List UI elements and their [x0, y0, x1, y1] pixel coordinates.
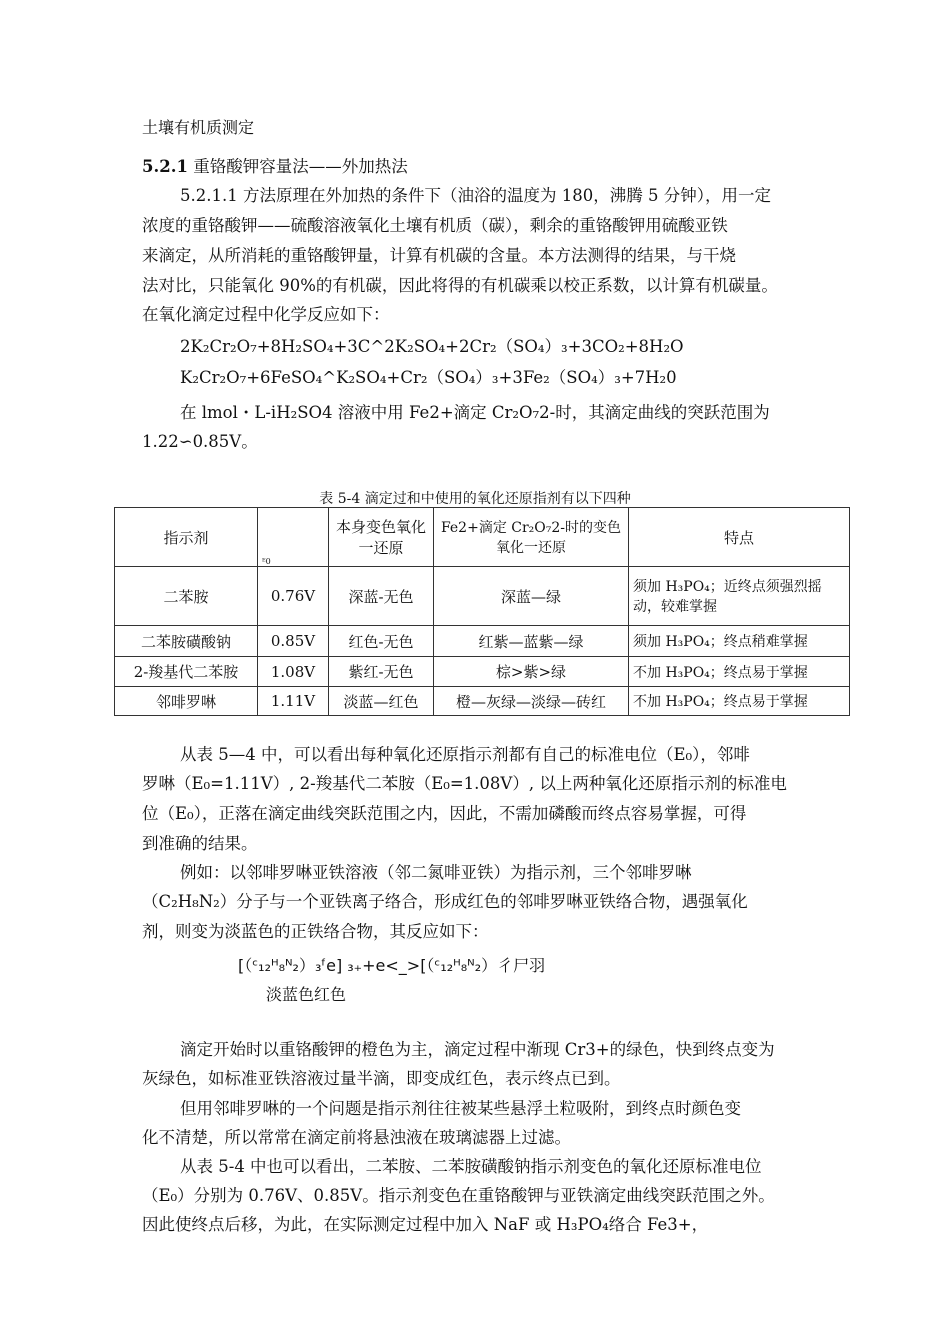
paragraph-line: 法对比，只能氧化 90%的有机碳，因此将得的有机碳乘以校正系数，以计算有机碳量。: [142, 276, 778, 295]
table-cell: 淡蓝—红色: [329, 687, 434, 716]
table-row: [115, 567, 850, 626]
paragraph-line: 浓度的重铬酸钾——硫酸溶液氧化土壤有机质（碳），剩余的重铬酸钾用硫酸亚铁: [142, 216, 728, 235]
equation-color-label: 淡蓝色红色: [266, 985, 347, 1004]
table-cell: 须加 H₃PO₄；近终点须强烈摇动，较难掌握: [629, 567, 850, 626]
paragraph-line: 罗啉（E₀=1.11V）, 2-羧基代二苯胺（E₀=1.08V）, 以上两种氧化还原指示剂的标准电: [142, 774, 787, 793]
table-cell: 红色-无色: [329, 626, 434, 657]
table-cell: 须加 H₃PO₄；终点稍难掌握: [629, 626, 850, 657]
table-row: [115, 687, 850, 716]
complex-equation: [（ᶜ₁₂ᴴ₈ᴺ₂）₃ᶠe] ₃₊+e<_>[（ᶜ₁₂ᴴ₈ᴺ₂）彳尸羽: [238, 956, 546, 975]
paragraph-line: 因此使终点后移，为此，在实际测定过程中加入 NaF 或 H₃PO₄络合 Fe3+，: [142, 1215, 709, 1234]
table-header-cell: 特点: [629, 508, 850, 567]
paragraph-line: （E₀）分别为 0.76V、0.85V。指示剂变色在重铬酸钾与亚铁滴定曲线突跃范围之外。: [142, 1186, 775, 1205]
paragraph-line: 灰绿色，如标准亚铁溶液过量半滴，即变成红色，表示终点已到。: [142, 1069, 621, 1088]
paragraph-line: 剂，则变为淡蓝色的正铁络合物，其反应如下：: [142, 922, 489, 941]
page-title: 土壤有机质测定: [142, 118, 255, 137]
paragraph-line: 从表 5-4 中也可以看出，二苯胺、二苯胺磺酸钠指示剂变色的氧化还原标准电位: [180, 1157, 762, 1176]
paragraph-line: 在 lmol・L-iH₂SO4 溶液中用 Fe2+滴定 Cr₂O₇2-时，其滴定曲线的突跃范围为: [180, 403, 770, 422]
table-cell: 不加 H₃PO₄；终点易于掌握: [629, 687, 850, 716]
paragraph-line: 滴定开始时以重铬酸钾的橙色为主，滴定过程中渐现 Cr3+的绿色，快到终点变为: [180, 1040, 775, 1059]
paragraph-line: 但用邻啡罗啉的一个问题是指示剂往往被某些悬浮土粒吸附，到终点时颜色变: [180, 1099, 741, 1118]
reaction-equation-2: K₂Cr₂O₇+6FeSO₄^K₂SO₄+Cr₂（SO₄）₃+3Fe₂（SO₄）₃+7H₂0: [180, 368, 677, 387]
section-number: 5.2.1: [142, 157, 188, 176]
table-cell: 1.11V: [258, 687, 329, 716]
table-cell: 1.08V: [258, 657, 329, 687]
paragraph-line: 1.22∽0.85V。: [142, 432, 258, 451]
paragraph-line: 位（E₀），正落在滴定曲线突跃范围之内，因此，不需加磷酸而终点容易掌握，可得: [142, 804, 747, 823]
table-cell: 二苯胺磺酸钠: [115, 626, 258, 657]
paragraph-line: （C₂H₈N₂）分子与一个亚铁离子络合，形成红色的邻啡罗啉亚铁络合物，遇强氧化: [142, 892, 748, 911]
table-cell: 邻啡罗啉: [115, 687, 258, 716]
table-cell: 0.85V: [258, 626, 329, 657]
reaction-equation-1: 2K₂Cr₂O₇+8H₂SO₄+3C^2K₂SO₄+2Cr₂（SO₄）₃+3CO₂+8H₂O: [180, 337, 684, 356]
table-cell: 深蓝-无色: [329, 567, 434, 626]
table-cell: 红紫—蓝紫—绿: [434, 626, 629, 657]
paragraph-line: 5.2.1.1 方法原理在外加热的条件下（油浴的温度为 180，沸腾 5 分钟），用一定: [180, 186, 771, 205]
table-cell: 二苯胺: [115, 567, 258, 626]
paragraph-line: 到准确的结果。: [142, 834, 258, 853]
table-cell: 橙—灰绿—淡绿—砖红: [434, 687, 629, 716]
paragraph-line: 从表 5—4 中，可以看出每种氧化还原指示剂都有自己的标准电位（E₀），邻啡: [180, 745, 750, 764]
table-header-cell: 指示剂: [115, 508, 258, 567]
paragraph-line: 化不清楚，所以常常在滴定前将悬浊液在玻璃滤器上过滤。: [142, 1128, 571, 1147]
section-heading: [142, 157, 408, 177]
table-row: [115, 626, 850, 657]
table-cell: 紫红-无色: [329, 657, 434, 687]
indicator-table: [114, 507, 850, 716]
paragraph-line: 例如：以邻啡罗啉亚铁溶液（邻二氮啡亚铁）为指示剂，三个邻啡罗啉: [180, 863, 692, 882]
table-cell: 不加 H₃PO₄；终点易于掌握: [629, 657, 850, 687]
table-caption: 表 5-4 滴定过和中使用的氧化还原指剂有以下四种: [319, 491, 631, 507]
table-cell: 0.76V: [258, 567, 329, 626]
paragraph-line: 在氧化滴定过程中化学反应如下：: [142, 305, 390, 324]
table-header-row: [115, 508, 850, 567]
table-cell: 棕>紫>绿: [434, 657, 629, 687]
table-header-cell: ᴱ0: [258, 508, 329, 567]
table-row: [115, 657, 850, 687]
section-name: 重铬酸钾容量法——外加热法: [193, 157, 408, 176]
paragraph-line: 来滴定，从所消耗的重铬酸钾量，计算有机碳的含量。本方法测得的结果，与干烧: [142, 246, 736, 265]
table-header-cell: Fe2+滴定 Cr₂O₇2-时的变色氧化一还原: [434, 508, 629, 567]
table-cell: 深蓝—绿: [434, 567, 629, 626]
table-cell: 2-羧基代二苯胺: [115, 657, 258, 687]
table-header-cell: 本身变色氧化一还原: [329, 508, 434, 567]
